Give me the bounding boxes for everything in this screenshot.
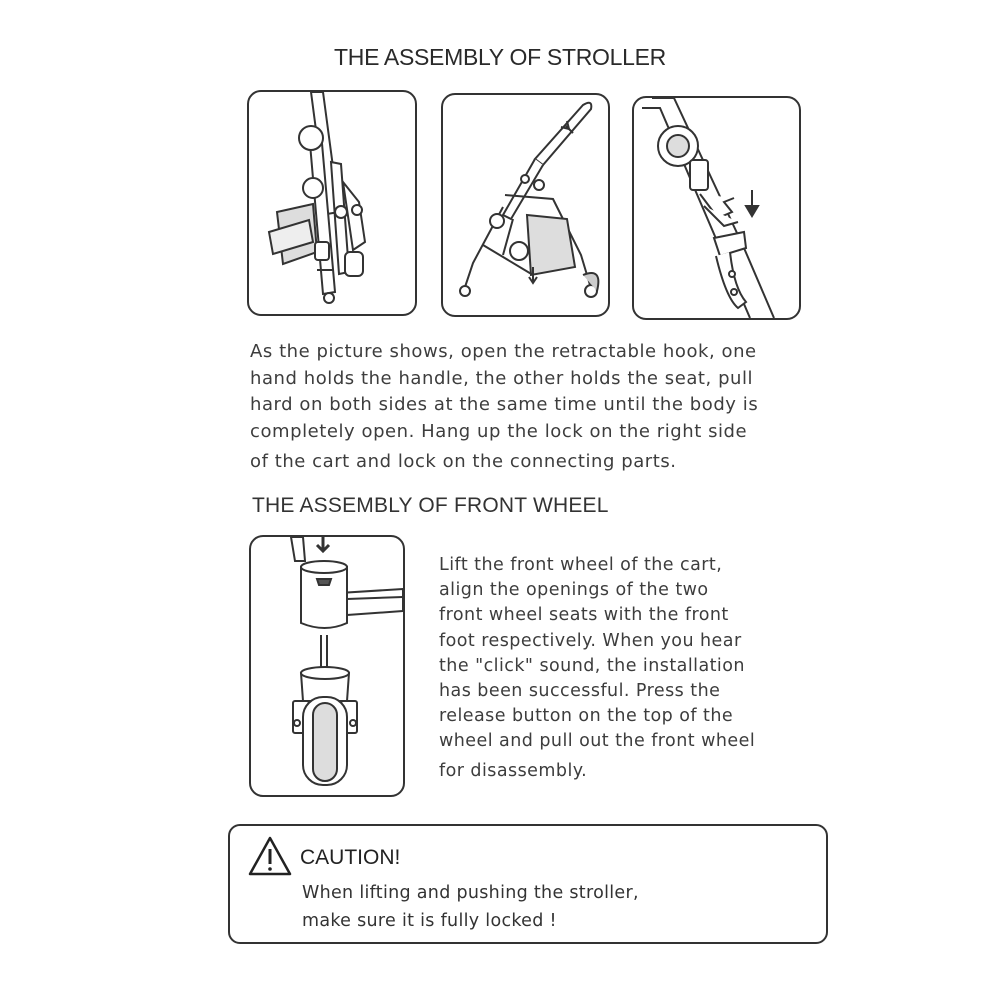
caution-line: When lifting and pushing the stroller, — [302, 883, 639, 903]
lock-hook-illustration — [632, 96, 801, 320]
instruction-line: align the openings of the two — [439, 580, 709, 601]
unfolding-stroller-illustration — [441, 93, 610, 317]
front-wheel-instructions — [439, 553, 755, 784]
caution-box — [228, 824, 828, 944]
caution-text — [302, 879, 639, 935]
front-wheel-illustration — [249, 535, 405, 797]
instruction-line: As the picture shows, open the retractable hook, one — [250, 341, 757, 362]
stroller-instructions — [250, 339, 758, 476]
page-title: THE ASSEMBLY OF STROLLER — [334, 44, 666, 70]
instruction-line: release button on the top of the — [439, 706, 734, 727]
caution-title: CAUTION! — [300, 846, 401, 869]
instruction-line: hard on both sides at the same time until the body is — [250, 394, 759, 415]
folded-stroller-illustration — [247, 90, 417, 316]
instruction-line: Lift the front wheel of the cart, — [439, 555, 723, 575]
instruction-line: completely open. Hang up the lock on the right side — [250, 420, 748, 442]
instruction-line: of the cart and lock on the connecting parts. — [250, 451, 677, 472]
warning-triangle-icon — [248, 836, 292, 880]
instruction-line: for disassembly. — [439, 760, 588, 781]
instruction-line: wheel and pull out the front wheel — [439, 731, 756, 752]
caution-line: make sure it is fully locked ! — [302, 911, 557, 931]
instruction-line: front wheel seats with the front — [439, 605, 729, 626]
instruction-line: foot respectively. When you hear — [439, 630, 742, 651]
instruction-line: the "click" sound, the installation — [439, 655, 745, 676]
instruction-line: hand holds the handle, the other holds the seat, pull — [250, 367, 754, 389]
instruction-line: has been successful. Press the — [439, 681, 721, 702]
front-wheel-heading: THE ASSEMBLY OF FRONT WHEEL — [252, 494, 609, 517]
